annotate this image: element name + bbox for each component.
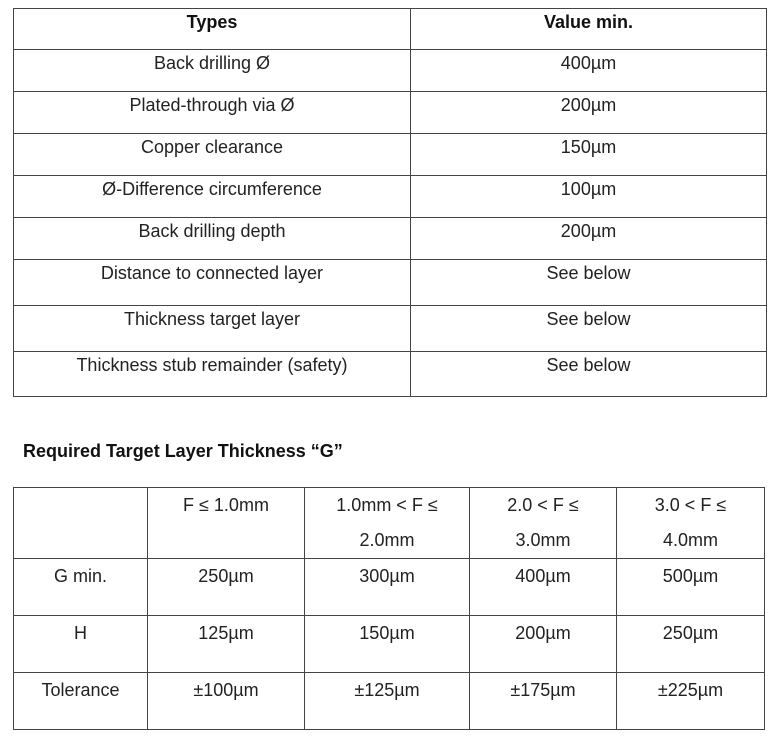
table-row [14,673,765,730]
value-cell: 150µm [305,616,470,673]
table-row [14,306,767,352]
table-row [14,559,765,616]
value-cell: 200µm [411,218,767,260]
table-header-row [14,488,765,559]
value-cell: 125µm [148,616,305,673]
type-cell: Copper clearance [14,134,411,176]
value-cell: 200µm [411,92,767,134]
table-row [14,260,767,306]
type-cell: Plated-through via Ø [14,92,411,134]
value-cell: 500µm [617,559,765,616]
row-label: Tolerance [14,673,148,730]
table-header-row [14,9,767,50]
type-cell: Back drilling depth [14,218,411,260]
header-f-range-4: 3.0 < F ≤ 4.0mm [617,488,765,559]
table-row [14,92,767,134]
value-cell: ±125µm [305,673,470,730]
row-label: H [14,616,148,673]
value-cell: 100µm [411,176,767,218]
row-label: G min. [14,559,148,616]
value-cell: See below [411,260,767,306]
value-cell: ±100µm [148,673,305,730]
section-heading: Required Target Layer Thickness “G” [23,441,343,461]
header-f-range-3: 2.0 < F ≤ 3.0mm [470,488,617,559]
type-cell: Thickness target layer [14,306,411,352]
header-f-range-1: F ≤ 1.0mm [148,488,305,559]
thickness-table [13,487,765,730]
value-cell: See below [411,306,767,352]
table-row [14,352,767,397]
header-types: Types [14,9,411,50]
table-row [14,218,767,260]
header-f-range-2: 1.0mm < F ≤ 2.0mm [305,488,470,559]
header-value-min: Value min. [411,9,767,50]
table-row [14,176,767,218]
table-row [14,50,767,92]
value-cell: 250µm [617,616,765,673]
value-cell: 400µm [411,50,767,92]
value-cell: ±225µm [617,673,765,730]
type-cell: Back drilling Ø [14,50,411,92]
value-cell: 400µm [470,559,617,616]
header-empty-cell [14,488,148,559]
table-row [14,616,765,673]
value-cell: 250µm [148,559,305,616]
table-row [14,134,767,176]
value-cell: 300µm [305,559,470,616]
type-cell: Thickness stub remainder (safety) [14,352,411,397]
type-cell: Distance to connected layer [14,260,411,306]
value-cell: 150µm [411,134,767,176]
value-cell: 200µm [470,616,617,673]
types-table [13,8,767,397]
value-cell: See below [411,352,767,397]
value-cell: ±175µm [470,673,617,730]
type-cell: Ø-Difference circumference [14,176,411,218]
